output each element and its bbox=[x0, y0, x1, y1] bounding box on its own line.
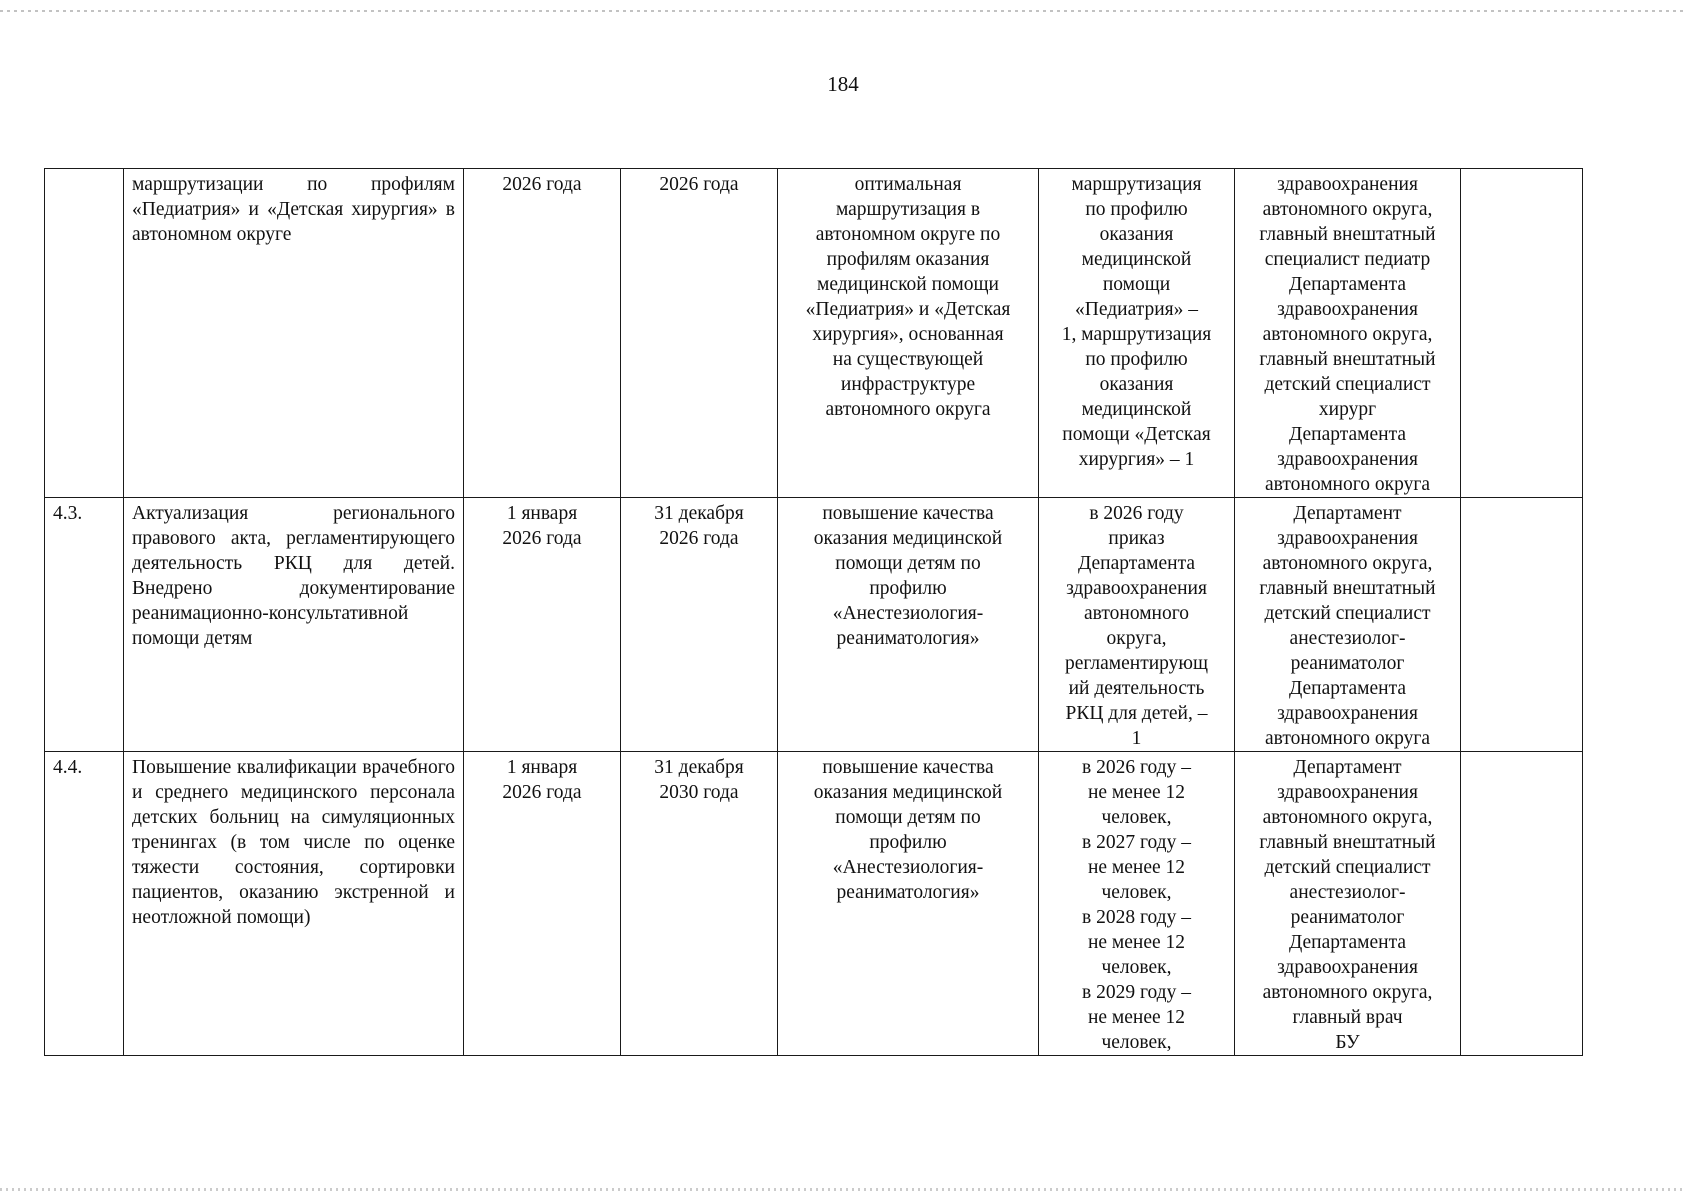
cell-text-line: БУ bbox=[1335, 1032, 1360, 1053]
cell-text-line: оптимальная bbox=[854, 174, 962, 195]
cell-text-line: здравоохранения bbox=[1277, 703, 1418, 724]
table-row bbox=[45, 169, 1583, 498]
cell-text-line: главный внештатный bbox=[1259, 349, 1436, 370]
cell-expected-result bbox=[778, 169, 1039, 498]
cell-text-line: здравоохранения bbox=[1066, 578, 1207, 599]
cell-text-line: автономного округа bbox=[1265, 728, 1430, 749]
cell-end-date bbox=[621, 498, 778, 752]
cell-text-line: 2026 года bbox=[502, 528, 582, 549]
cell-text-line: человек, bbox=[1101, 957, 1172, 978]
cell-text-line: детский специалист bbox=[1264, 857, 1431, 878]
cell-text-line: анестезиолог- bbox=[1289, 882, 1406, 903]
cell-text-line: 1 января bbox=[506, 503, 578, 524]
cell-text-line: помощи bbox=[1102, 274, 1171, 295]
cell-text-line: оказания bbox=[1099, 224, 1174, 245]
table-row bbox=[45, 498, 1583, 752]
cell-text-line: приказ bbox=[1108, 528, 1165, 549]
cell-number: 4.3. bbox=[45, 498, 124, 752]
cell-text-line: в 2026 году – bbox=[1082, 757, 1191, 778]
scan-edge-top bbox=[0, 10, 1686, 12]
cell-text-line: в 2027 году – bbox=[1082, 832, 1191, 853]
cell-text-line: Департамента bbox=[1288, 678, 1407, 699]
cell-text-line: в 2029 году – bbox=[1082, 982, 1191, 1003]
cell-end-date bbox=[621, 752, 778, 1056]
cell-text-line: профилю bbox=[869, 832, 947, 853]
cell-responsible bbox=[1235, 169, 1461, 498]
cell-text-line: хирургия» – 1 bbox=[1078, 449, 1195, 470]
cell-text-line: главный внештатный bbox=[1259, 224, 1436, 245]
table-row bbox=[45, 752, 1583, 1056]
cell-text-line: детский специалист bbox=[1264, 603, 1431, 624]
cell-text-line: здравоохранения bbox=[1277, 957, 1418, 978]
cell-text-line: автономном округе по bbox=[815, 224, 1001, 245]
cell-text-line: специалист педиатр bbox=[1264, 249, 1431, 270]
cell-indicator bbox=[1039, 498, 1235, 752]
cell-note bbox=[1461, 169, 1583, 498]
cell-text-line: Департамент bbox=[1293, 503, 1402, 524]
plan-table bbox=[44, 168, 1583, 1056]
cell-text-line: 2026 года bbox=[659, 174, 739, 195]
cell-text-line: Департамента bbox=[1288, 274, 1407, 295]
cell-text-line: реаниматолог bbox=[1290, 653, 1405, 674]
cell-text-line: «Анестезиология- bbox=[832, 603, 984, 624]
cell-text-line: маршрутизация в bbox=[835, 199, 981, 220]
cell-text-line: на существующей bbox=[832, 349, 984, 370]
cell-text-line: РКЦ для детей, – bbox=[1065, 703, 1208, 724]
cell-text-line: оказания медицинской bbox=[813, 782, 1003, 803]
cell-text-line: анестезиолог- bbox=[1289, 628, 1406, 649]
cell-text-line: 1 bbox=[1131, 728, 1142, 749]
table-body bbox=[45, 169, 1583, 1056]
cell-text-line: здравоохранения bbox=[1277, 299, 1418, 320]
cell-text-line: «Педиатрия» и «Детская bbox=[805, 299, 1011, 320]
cell-text-line: Департамента bbox=[1288, 932, 1407, 953]
cell-note bbox=[1461, 498, 1583, 752]
cell-responsible bbox=[1235, 752, 1461, 1056]
cell-text-line: маршрутизация bbox=[1071, 174, 1202, 195]
cell-indicator bbox=[1039, 752, 1235, 1056]
cell-text-line: повышение качества bbox=[822, 757, 994, 778]
cell-text-line: автономного округа, bbox=[1262, 553, 1433, 574]
cell-number: 4.4. bbox=[45, 752, 124, 1056]
cell-text-line: маршрутизации по профилям «Педиатрия» и «Детская хирургия» в автономном округе bbox=[132, 174, 455, 245]
cell-text-line: автономного округа, bbox=[1262, 807, 1433, 828]
cell-text-line: 2026 года bbox=[659, 528, 739, 549]
cell-text-line: не менее 12 bbox=[1087, 1007, 1186, 1028]
cell-text-line: профилю bbox=[869, 578, 947, 599]
cell-activity-name bbox=[124, 752, 464, 1056]
cell-start-date bbox=[464, 169, 621, 498]
cell-expected-result bbox=[778, 752, 1039, 1056]
cell-text-line: здравоохранения bbox=[1277, 782, 1418, 803]
cell-indicator bbox=[1039, 169, 1235, 498]
cell-text-line: реаниматолог bbox=[1290, 907, 1405, 928]
cell-activity-name bbox=[124, 498, 464, 752]
cell-text-line: хирургия», основанная bbox=[812, 324, 1004, 345]
cell-text-line: Департамента bbox=[1288, 424, 1407, 445]
cell-responsible bbox=[1235, 498, 1461, 752]
cell-text-line: Повышение квалификации врачебного и среднего медицинского персонала детских больниц на симуляционных тренингах (в том числе по оценке тяжести состояния, сортировки пациентов, оказанию экстренной и неотложной помощи) bbox=[132, 757, 455, 928]
cell-text-line: человек, bbox=[1101, 807, 1172, 828]
cell-number bbox=[45, 169, 124, 498]
cell-text-line: регламентирующ bbox=[1064, 653, 1208, 674]
cell-text-line: ий деятельность bbox=[1068, 678, 1205, 699]
cell-text-line: 31 декабря bbox=[654, 757, 744, 778]
cell-text-line: по профилю bbox=[1085, 349, 1188, 370]
cell-text-line: автономного bbox=[1084, 603, 1189, 624]
scan-edge-bottom bbox=[0, 1188, 1686, 1191]
cell-text-line: медицинской bbox=[1081, 249, 1192, 270]
cell-note bbox=[1461, 752, 1583, 1056]
cell-text-line: «Педиатрия» – bbox=[1074, 299, 1199, 320]
cell-text-line: помощи детям по bbox=[835, 807, 981, 828]
cell-text-line: автономного округа, bbox=[1262, 199, 1433, 220]
cell-expected-result bbox=[778, 498, 1039, 752]
cell-text-line: в 2026 году bbox=[1089, 503, 1184, 524]
cell-text-line: оказания медицинской bbox=[813, 528, 1003, 549]
cell-activity-name bbox=[124, 169, 464, 498]
cell-start-date bbox=[464, 498, 621, 752]
cell-text-line: главный врач bbox=[1292, 1007, 1403, 1028]
cell-text-line: хирург bbox=[1318, 399, 1377, 420]
page-number: 184 bbox=[827, 72, 859, 96]
cell-text-line: не менее 12 bbox=[1087, 932, 1186, 953]
cell-start-date bbox=[464, 752, 621, 1056]
cell-text-line: 2026 года bbox=[502, 782, 582, 803]
cell-text-line: 1 января bbox=[506, 757, 578, 778]
cell-text-line: повышение качества bbox=[822, 503, 994, 524]
cell-text-line: инфраструктуре bbox=[840, 374, 976, 395]
cell-text-line: 1, маршрутизация bbox=[1061, 324, 1212, 345]
cell-text-line: главный внештатный bbox=[1259, 832, 1436, 853]
cell-text-line: профилям оказания bbox=[826, 249, 990, 270]
cell-text-line: помощи «Детская bbox=[1062, 424, 1211, 445]
cell-text-line: здравоохранения bbox=[1277, 528, 1418, 549]
cell-text-line: человек, bbox=[1101, 882, 1172, 903]
cell-end-date bbox=[621, 169, 778, 498]
cell-text-line: медицинской помощи bbox=[817, 274, 999, 295]
cell-text-line: здравоохранения bbox=[1277, 449, 1418, 470]
cell-text-line: автономного округа, bbox=[1262, 982, 1433, 1003]
cell-text-line: по профилю bbox=[1085, 199, 1188, 220]
cell-text-line: автономного округа bbox=[825, 399, 991, 420]
cell-text-line: оказания bbox=[1099, 374, 1174, 395]
cell-text-line: «Анестезиология- bbox=[832, 857, 984, 878]
cell-text-line: реаниматология» bbox=[836, 628, 980, 649]
cell-text-line: автономного округа bbox=[1265, 474, 1430, 495]
cell-text-line: здравоохранения bbox=[1277, 174, 1418, 195]
cell-text-line: не менее 12 bbox=[1087, 857, 1186, 878]
cell-text-line: 2026 года bbox=[502, 174, 582, 195]
cell-text-line: Департамент bbox=[1293, 757, 1402, 778]
cell-text-line: медицинской bbox=[1081, 399, 1192, 420]
cell-text-line: детский специалист bbox=[1264, 374, 1431, 395]
cell-text-line: 31 декабря bbox=[654, 503, 744, 524]
cell-text-line: 2030 года bbox=[659, 782, 739, 803]
cell-text-line: автономного округа, bbox=[1262, 324, 1433, 345]
cell-text-line: Департамента bbox=[1077, 553, 1196, 574]
cell-text-line: не менее 12 bbox=[1087, 782, 1186, 803]
cell-text-line: главный внештатный bbox=[1259, 578, 1436, 599]
cell-text-line: в 2028 году – bbox=[1082, 907, 1191, 928]
cell-text-line: Актуализация регионального правового акта, регламентирующего деятельность РКЦ для детей. Внедрено документирование реанимационно-консультативной помощи детям bbox=[132, 503, 455, 649]
cell-text-line: реаниматология» bbox=[836, 882, 980, 903]
cell-text-line: округа, bbox=[1106, 628, 1167, 649]
cell-text-line: помощи детям по bbox=[835, 553, 981, 574]
cell-text-line: человек, bbox=[1101, 1032, 1172, 1053]
